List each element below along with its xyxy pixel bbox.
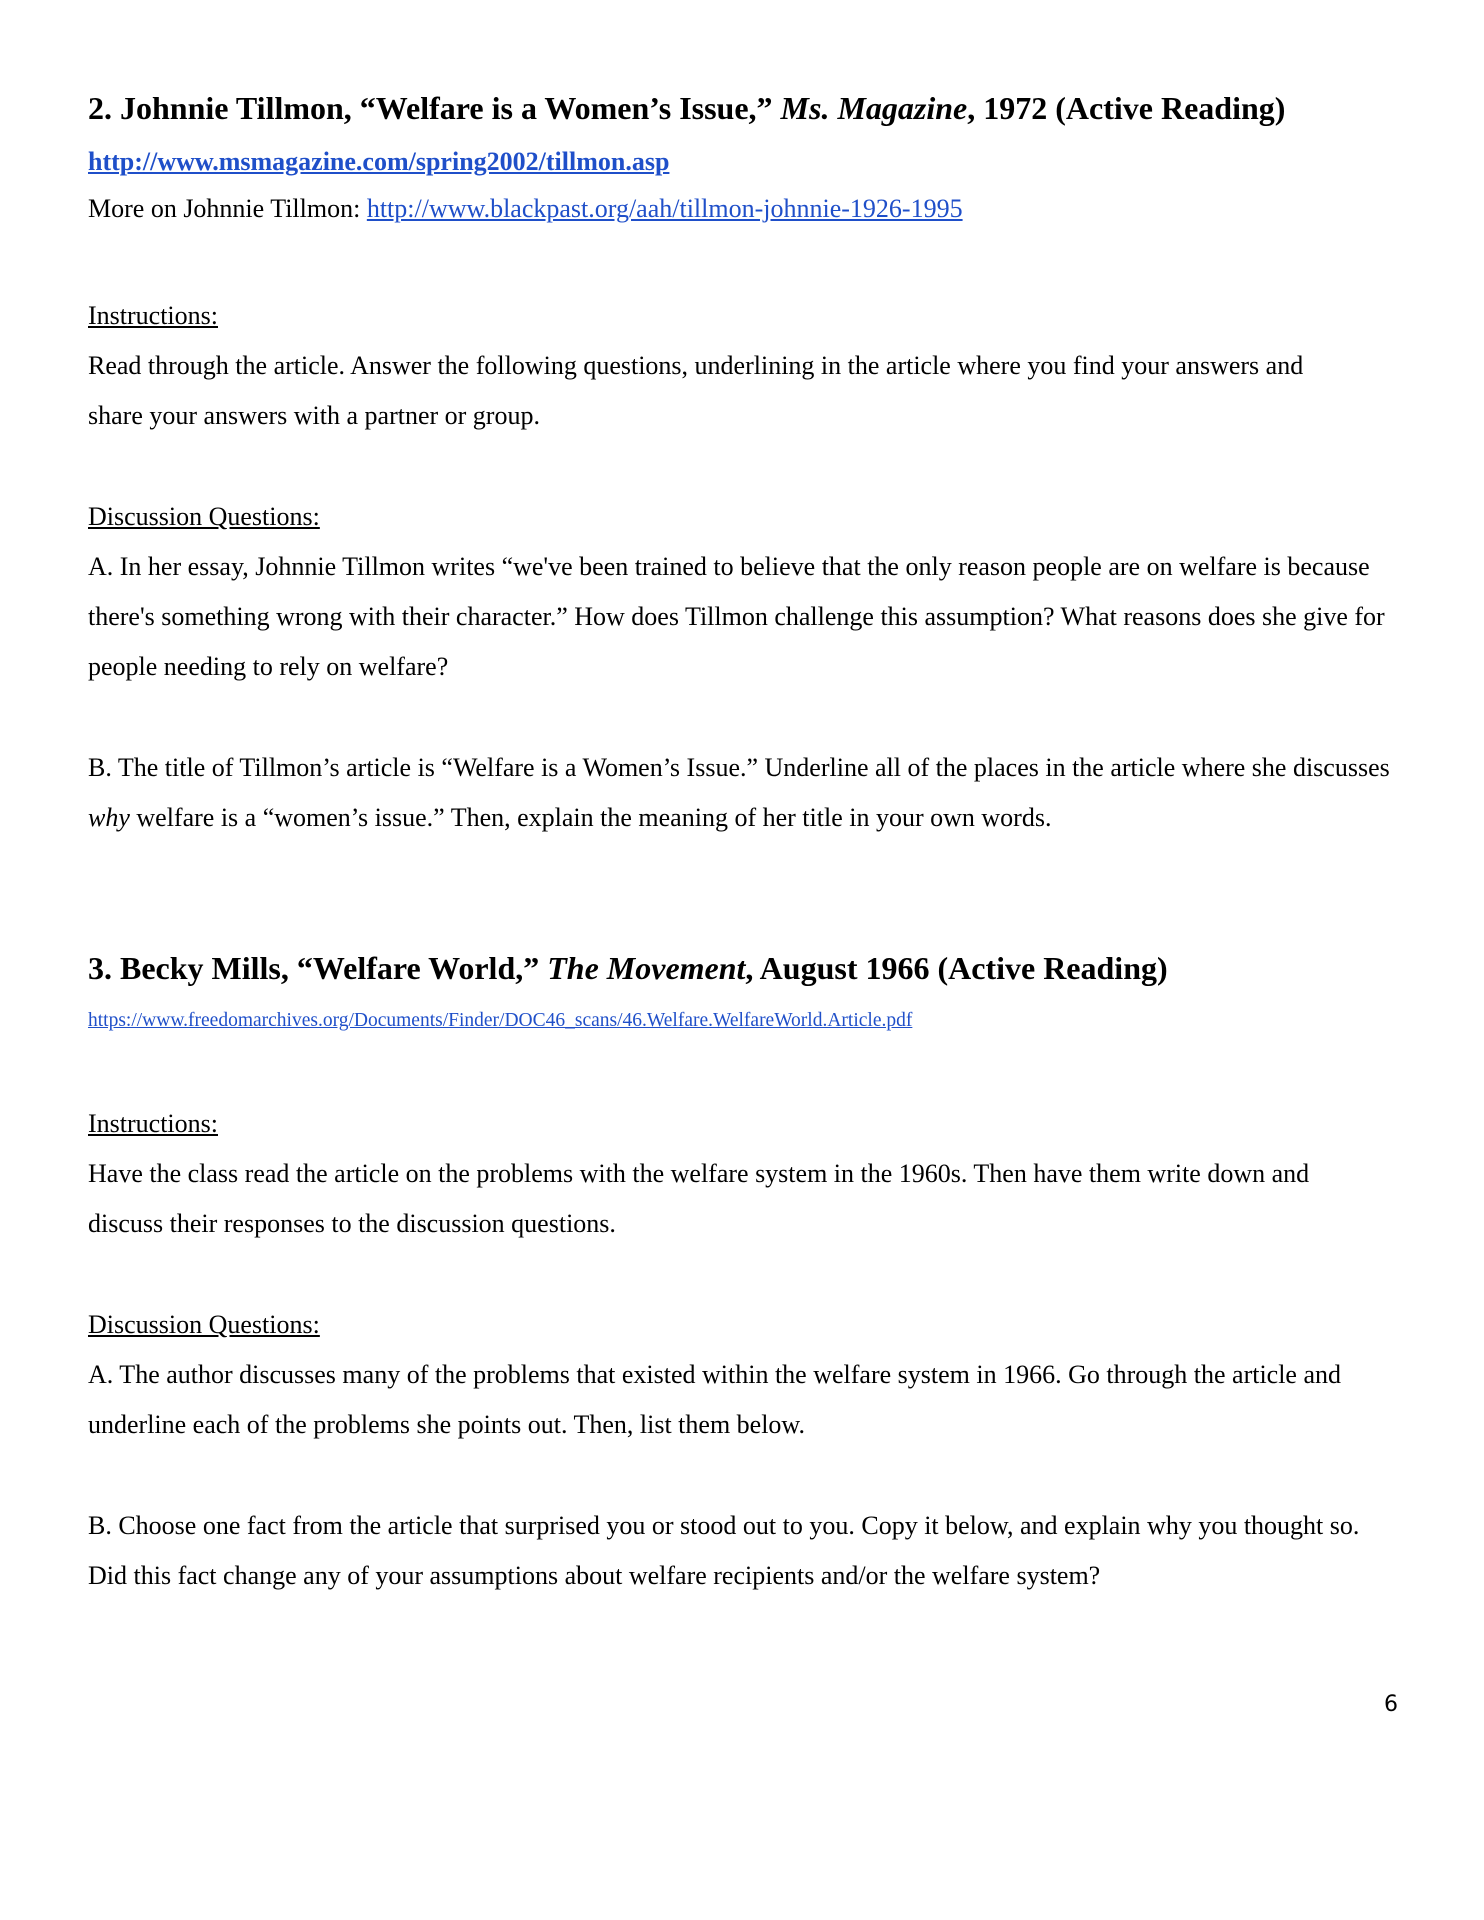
more-on-tillmon-label: More on Johnnie Tillmon: xyxy=(88,194,367,223)
question-b-after: welfare is a “women’s issue.” Then, explain the meaning of her title in your own words. xyxy=(129,803,1052,832)
tillmon-article-link[interactable]: http://www.msmagazine.com/spring2002/tillmon.asp xyxy=(88,147,670,176)
section-2-instructions-label: Instructions: xyxy=(88,301,218,330)
section-3-heading-prefix: 3. Becky Mills, “Welfare World,” xyxy=(88,950,548,986)
section-2-questions-label: Discussion Questions: xyxy=(88,502,320,531)
section-2-heading-source: Ms. Magazine xyxy=(780,90,968,126)
more-on-tillmon-line xyxy=(88,189,963,229)
section-2-heading xyxy=(88,88,1285,128)
section-2-heading-prefix: 2. Johnnie Tillmon, “Welfare is a Women’s Issue,” xyxy=(88,90,781,126)
section-2-question-b xyxy=(88,743,1408,843)
section-2-instructions-text: Read through the article. Answer the following questions, underlining in the article where you find your answers and share your answers with a partner or group. xyxy=(88,351,1304,430)
section-3-heading-suffix: , August 1966 (Active Reading) xyxy=(745,950,1168,986)
section-2-question-a: A. In her essay, Johnnie Tillmon writes “we've been trained to believe that the only reason people are on welfare is because there's something wrong with their character.” How does Tillmon challenge this assumption? What reasons does she give for people needing to rely on welfare? xyxy=(88,552,1385,681)
blackpast-link[interactable]: http://www.blackpast.org/aah/tillmon-johnnie-1926-1995 xyxy=(366,194,963,223)
section-3-heading xyxy=(88,948,1168,988)
section-3-questions-label: Discussion Questions: xyxy=(88,1310,320,1339)
section-3-heading-source: The Movement xyxy=(547,950,746,986)
section-3-question-b: B. Choose one fact from the article that surprised you or stood out to you. Copy it below, and explain why you thought so. Did this fact change any of your assumptions about welfare recipients and/or the welfare system? xyxy=(88,1511,1360,1590)
section-3-question-a: A. The author discusses many of the problems that existed within the welfare system in 1966. Go through the article and underline each of the problems she points out. Then, list them below. xyxy=(88,1360,1342,1439)
section-3-instructions-label: Instructions: xyxy=(88,1109,218,1138)
section-2-heading-suffix: , 1972 (Active Reading) xyxy=(967,90,1286,126)
section-3-instructions-text: Have the class read the article on the problems with the welfare system in the 1960s. Then have them write down and discuss their responses to the discussion questions. xyxy=(88,1159,1310,1238)
page-number: 6 xyxy=(1384,1692,1398,1717)
question-b-before: B. The title of Tillmon’s article is “Welfare is a Women’s Issue.” Underline all of the places in the article where she discusses xyxy=(88,753,1390,782)
question-b-emphasis: why xyxy=(88,803,130,832)
freedom-archives-link[interactable]: https://www.freedomarchives.org/Documents/Finder/DOC46_scans/46.Welfare.WelfareWorld.Article.pdf xyxy=(88,1010,913,1031)
